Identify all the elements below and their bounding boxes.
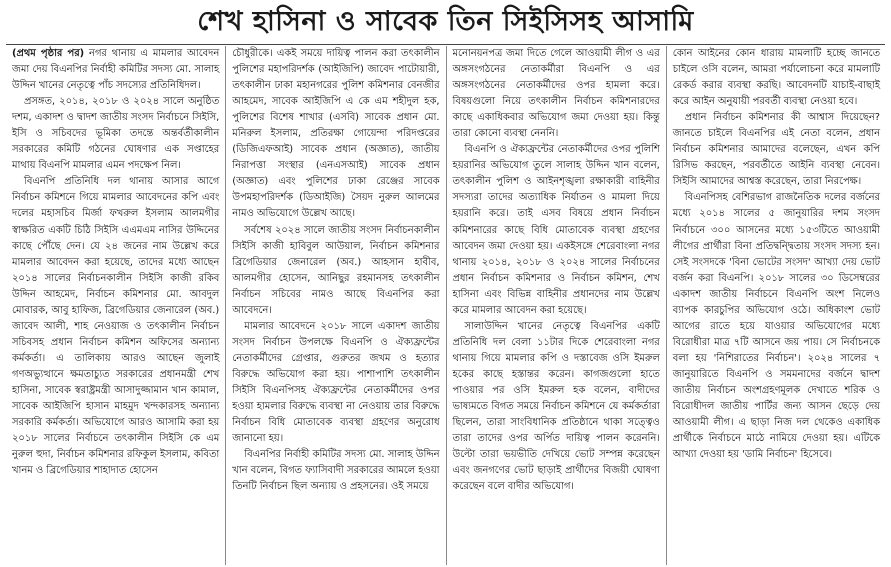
column-4: [667, 46, 886, 565]
paragraph: [12, 46, 219, 94]
article-columns: [6, 46, 886, 565]
column-1: [6, 46, 226, 565]
paragraph: মামলার আবেদনে ২০১৮ সালে একাদশ জাতীয় সংসদ নির্বাচন উপলক্ষে বিএনপি ও ঐক্যফ্রন্টের নেতাকর্মীদের গ্রেপ্তার, গুরুতর জখম ও হত্যার বিরুদ্ধে অভিযোগ করা হয়। পাশাপাশি তৎকালীন সিইসি বিএনপিসহ ঐক্যফ্রন্টের নেতাকর্মীদের ওপর হওয়া হামলার বিরুদ্ধে ব্যবস্থা না নেওয়ায় তার বিরুদ্ধে নির্বাচন বিধি মোতাবেক ব্যবস্থা গ্রহণের অনুরোধ জানানো হয়।: [232, 320, 440, 445]
paragraph: প্রসঙ্গত, ২০১৪, ২০১৮ ও ২০২৪ সালে অনুষ্ঠিত দশম, একাদশ ও দ্বাদশ জাতীয় সংসদ নির্বাচনে সিইসি, ইসি ও সচিবদের ভূমিকা তদন্তে অন্তর্বর্তীকালীন সরকারের কমিটি গঠনের ঘোষণার এক সপ্তাহের মাথায় বিএনপি মামলার এমন পদক্ষেপ নিল।: [12, 96, 220, 172]
paragraph: কোন আইনের কোন ধারায় মামলাটি হচ্ছে জানতে চাইলে ওসি বলেন, আমরা পর্যালোচনা করে মামলাটি রেকর্ড করার ব্যবস্থা করছি। আবেদনটি যাচাই-বাছাই করে আইন অনুযায়ী পরবর্তী ব্যবস্থা নেওয়া হবে।: [672, 48, 880, 108]
paragraph: বিএনপি প্রতিনিধি দল থানায় আসার আগে নির্বাচন কমিশনে গিয়ে মামলার আবেদনের কপি এবং দলের মহাসচিব মির্জা ফখরুল ইসলাম আলমগীর স্বাক্ষরিত একটি চিঠি সিইসি এএমএম নাসির উদ্দিনের কাছে পৌঁছে দেন। যে ২৪ জনের নাম উল্লেখ করে মামলার আবেদন করা হয়েছে, তাদের মধ্যে আছেন ২০১৪ সালের নির্বাচনকালীন সিইসি কাজী রকিব উদ্দিন আহমেদ, নির্বাচন কমিশনার মো. আবদুল মোবারক, আবু হাফিজ, ব্রিগেডিয়ার জেনারেল (অব.) জাবেদ আলী, শাহ নেওয়াজ ও তৎকালীন নির্বাচন সচিবসহ প্রধান নির্বাচন কমিশন অফিসের অন্যান্য কর্মকর্তা। এ তালিকায় আরও আছেন জুলাই গণঅভ্যুত্থানে ক্ষমতাচ্যুত সরকারের প্রধানমন্ত্রী শেখ হাসিনা, সাবেক স্বরাষ্ট্রমন্ত্রী আসাদুজ্জামান খান কামাল, সাবেক আইজিপি হাসান মাহমুদ খন্দকারসহ অন্যান্য সরকারি কর্মকর্তা। অভিযোগে আরও আসামি করা হয় ২০১৮ সালের নির্বাচনে তৎকালীন সিইসি কে এম নুরুল হুদা, নির্বাচন কমিশনার রফিকুল ইসলাম, কবিতা খানম ও ব্রিগেডিয়ার শাহাদাত হোসেন: [12, 176, 220, 477]
paragraph: চৌধুরীকে। একই সময়ে দায়িত্ব পালন করা তৎকালীন পুলিশের মহাপরিদর্শক (আইজিপি) জাবেদ পাটোয়ারী, তৎকালীন ঢাকা মহানগরের পুলিশ কমিশনার বেনজীর আহমেদ, সাবেক আইজিপি এ কে এম শহীদুল হক, পুলিশের বিশেষ শাখার (এসবি) সাবেক প্রধান মো. মনিরুল ইসলাম, প্রতিরক্ষা গোয়েন্দা পরিদপ্তরের (ডিজিএফআই) সাবেক প্রধান (অজ্ঞাত), জাতীয় নিরাপত্তা সংস্থার (এনএসআই) সাবেক প্রধান (অজ্ঞাত) এবং পুলিশের ঢাকা রেঞ্জের সাবেক উপমহাপরিদর্শক (ডিআইজি) সৈয়দ নুরুল আলমের নামও অভিযোগে উল্লেখ আছে।: [232, 48, 440, 220]
paragraph: বিএনপির নির্বাহী কমিটির সদস্য মো. সালাহ উদ্দিন খান বলেন, বিগত ফ্যাসিবাদী সরকারের আমলে হওয়া তিনটি নির্বাচন ছিল অন্যায় ও প্রহসনের। ওই সময়ে: [232, 449, 440, 493]
paragraph: মনোনয়নপত্র জমা দিতে গেলে আওয়ামী লীগ ও এর অঙ্গসংগঠনের নেতাকর্মীরা বিএনপি ও এর অঙ্গসংগঠনের নেতাকর্মীদের ওপর হামলা করে। বিষয়গুলো নিয়ে তৎকালীন নির্বাচন কমিশনারদের কাছে একাধিকবার অভিযোগ জমা দেওয়া হয়। কিন্তু তারা কোনো ব্যবস্থা নেননি।: [452, 48, 660, 140]
paragraph: বিএনপিসহ বেশিরভাগ রাজনৈতিক দলের বর্জনের মধ্যে ২০১৪ সালের ৫ জানুয়ারির দশম সংসদ নির্বাচনে ৩০০ আসনের মধ্যে ১৫৩টিতে আওয়ামী লীগের প্রার্থীরা বিনা প্রতিদ্বন্দ্বিতায় সংসদ সদস্য হন। সেই সংসদকে 'বিনা ভোটের সংসদ' আখ্যা দেয় ভোট বর্জন করা বিএনপি। ২০১৮ সালের ৩০ ডিসেম্বরের একাদশ জাতীয় নির্বাচনে বিএনপি অংশ নিলেও ব্যাপক কারচুপির অভিযোগ ওঠে। অধিকাংশ ভোট আগের রাতে হয়ে যাওয়ার অভিযোগের মধ্যে বিরোধীরা মাত্র ৭টি আসনে জয় পায়। সে নির্বাচনকে বলা হয় 'নিশিরাতের নির্বাচন'। ২০২৪ সালের ৭ জানুয়ারিতে বিএনপি ও সমমনাদের বর্জনে দ্বাদশ জাতীয় নির্বাচন অংশগ্রহণমূলক দেখাতে শরিক ও বিরোধীদল জাতীয় পার্টির জন্য আসন ছেড়ে দেয় আওয়ামী লীগ। এ ছাড়া নিজ দল থেকেও একাধিক প্রার্থীকে নির্বাচনে মাঠে নামিয়ে দেওয়া হয়। এটিকে আখ্যা দেওয়া হয় 'ডামি নির্বাচন' হিসেবে।: [672, 192, 880, 461]
paragraph: সর্বশেষ ২০২৪ সালে জাতীয় সংসদ নির্বাচনকালীন সিইসি কাজী হাবিবুল আউয়াল, নির্বাচন কমিশনার ব্রিগেডিয়ার জেনারেল (অব.) আহসান হাবীব, আলমগীর হোসেন, আনিছুর রহমানসহ তৎকালীন নির্বাচন সচিবের নামও আছে বিএনপির করা আবেদনে।: [232, 224, 440, 316]
headline-rule: [6, 44, 885, 45]
paragraph: বিএনপি ও ঐক্যফ্রন্টের নেতাকর্মীদের ওপর পুলিশি হয়রানির অভিযোগ তুলে সালাহ উদ্দিন খান বলেন, তৎকালীন পুলিশ ও আইনশৃঙ্খলা রক্ষাকারী বাহিনীর সদস্যরা তাদের অত্যাধিক নির্যাতন ও মামলা দিয়ে হয়রানি করে। তাই এসব বিষয়ে প্রধান নির্বাচন কমিশনারের কাছে বিধি মোতাবেক ব্যবস্থা গ্রহণের আবেদন জমা দেওয়া হয়। একইসঙ্গে শেরেবাংলা নগর থানায় ২০১৪, ২০১৮ ও ২০২৪ সালের নির্বাচনের প্রধান নির্বাচন কমিশনার ও নির্বাচন কমিশন, শেখ হাসিনা এবং বিভিন্ন বাহিনীর প্রধানদের নাম উল্লেখ করে মামলার আবেদন করা হয়েছে।: [452, 144, 660, 316]
continued-marker: (প্রথম পৃষ্ঠার পর): [12, 48, 85, 59]
column-3: [447, 46, 667, 565]
paragraph: সালাউদ্দিন খানের নেতৃত্বে বিএনপির একটি প্রতিনিধি দল বেলা ১১টার দিকে শেরেবাংলা নগর থানায় গিয়ে মামলার কপি ও দস্তাবেজ ওসি ইমরুল হকের কাছে হস্তান্তর করেন। কাগজগুলো হাতে পাওয়ার পর ওসি ইমরুল হক বলেন, বাদীদের ভাষ্যমতে বিগত সময়ে নির্বাচন কমিশনে যে কর্মকর্তারা ছিলেন, তারা সাংবিধানিক প্রতিষ্ঠানে থাকা সত্ত্বেও তারা তাদের ওপর অর্পিত দায়িত্ব পালন করেননি। উল্টো তারা ভয়ভীতি দেখিয়ে ভোট সম্পন্ন করেছেন এবং জনগণের ভোট ছাড়াই প্রার্থীদের বিজয়ী ঘোষণা করেছেন বলে বাদীর অভিযোগ।: [452, 320, 660, 493]
column-2: [226, 46, 446, 565]
headline: শেখ হাসিনা ও সাবেক তিন সিইসিসহ আসামি: [197, 6, 694, 37]
paragraph-text: নগর থানায় এ মামলার আবেদন জমা দেয় বিএনপির নির্বাহী কমিটির সদস্য মো. সালাহ উদ্দিন খানের নেতৃত্বে পাঁচ সদস্যের প্রতিনিধিদল।: [12, 48, 220, 92]
paragraph: প্রধান নির্বাচন কমিশনার কী আশ্বাস দিয়েছেন? জানতে চাইলে বিএনপির এই নেতা বলেন, প্রধান নির্বাচন কমিশনার আমাদের বলেছেন, এখন কপি রিসিভ করছেন, পরবর্তীতে আইনি ব্যবস্থা নেবেন। সিইসি আমাদের আশ্বস্ত করেছেন, তারা নিরপেক্ষ।: [672, 112, 880, 188]
